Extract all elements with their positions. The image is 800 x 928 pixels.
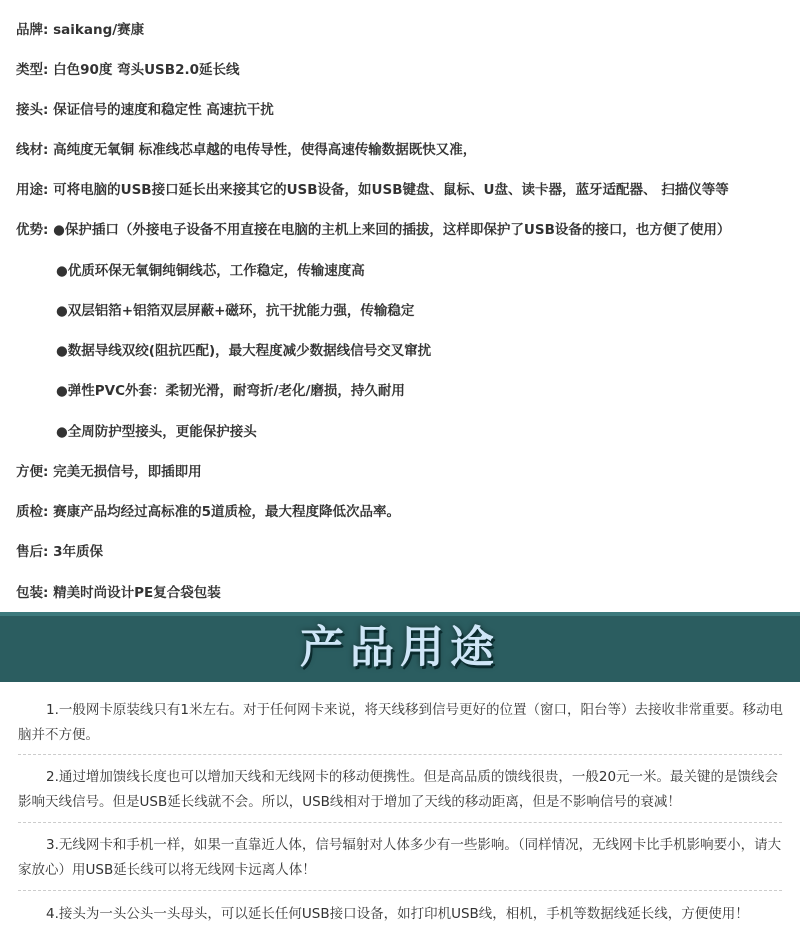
spec-quality bbox=[16, 501, 800, 523]
divider bbox=[18, 890, 782, 891]
spec-value: 赛康产品均经过高标准的5道质检，最大程度降低次品率。 bbox=[53, 504, 401, 520]
section-banner bbox=[0, 612, 800, 682]
advantage-item: ●弹性PVC外套：柔韧光滑，耐弯折/老化/磨损，持久耐用 bbox=[56, 383, 405, 399]
usage-paragraph bbox=[18, 698, 784, 748]
spec-brand bbox=[16, 19, 800, 41]
spec-connector bbox=[16, 99, 800, 121]
spec-value: 3年质保 bbox=[53, 544, 104, 560]
usage-paragraph bbox=[18, 765, 784, 815]
usage-text: 3.无线网卡和手机一样，如果一直靠近人体，信号辐射对人体多少有一些影响。（同样情况，无线网卡比手机影响要小，请大家放心）用USB延长线可以将无线网卡远离人体！ bbox=[18, 837, 782, 878]
spec-label: 接头: bbox=[16, 102, 49, 118]
spec-value: saikang/赛康 bbox=[53, 22, 145, 38]
spec-type bbox=[16, 59, 800, 81]
divider bbox=[18, 754, 782, 755]
spec-usage bbox=[16, 179, 800, 201]
spec-label: 质检: bbox=[16, 504, 49, 520]
spec-label: 品牌: bbox=[16, 22, 49, 38]
spec-label: 方便: bbox=[16, 464, 49, 480]
spec-label: 用途: bbox=[16, 182, 49, 198]
advantage-item: ●双层铝箔+铝箔双层屏蔽+磁环，抗干扰能力强，传输稳定 bbox=[56, 303, 415, 319]
spec-value: 白色90度 弯头USB2.0延长线 bbox=[53, 62, 240, 78]
usage-text: 4.接头为一头公头一头母头，可以延长任何USB接口设备，如打印机USB线，相机，手机等数据线延长线，方便使用！ bbox=[46, 906, 749, 922]
spec-warranty bbox=[16, 541, 800, 563]
spec-value: 可将电脑的USB接口延长出来接其它的USB设备，如USB键盘、鼠标、U盘、读卡器，蓝牙适配器、 扫描仪等等 bbox=[53, 182, 729, 198]
spec-label: 优势: bbox=[16, 222, 49, 238]
spec-convenience bbox=[16, 461, 800, 483]
banner-title: 产品用途 bbox=[300, 622, 500, 673]
spec-value: ●保护插口（外接电子设备不用直接在电脑的主机上来回的插拔，这样即保护了USB设备的接口，也方便了使用） bbox=[53, 222, 731, 238]
usage-paragraph bbox=[18, 902, 784, 927]
spec-cable bbox=[16, 139, 800, 161]
spec-label: 售后: bbox=[16, 544, 49, 560]
spec-value: 高纯度无氧铜 标准线芯卓越的电传导性，使得高速传输数据既快又准， bbox=[53, 142, 477, 158]
advantage-item: ●优质环保无氧铜纯铜线芯，工作稳定，传输速度高 bbox=[56, 263, 365, 279]
spec-value: 完美无损信号，即插即用 bbox=[53, 464, 202, 480]
advantage-item: ●数据导线双绞(阻抗匹配)，最大程度减少数据线信号交叉窜扰 bbox=[56, 343, 432, 359]
spec-packaging bbox=[16, 582, 800, 604]
advantage-item: ●全周防护型接头，更能保护接头 bbox=[56, 424, 257, 440]
usage-paragraph bbox=[18, 833, 784, 883]
spec-label: 类型: bbox=[16, 62, 49, 78]
spec-value: 保证信号的速度和稳定性 高速抗干扰 bbox=[53, 102, 274, 118]
spec-value: 精美时尚设计PE复合袋包装 bbox=[53, 585, 221, 601]
spec-label: 线材: bbox=[16, 142, 49, 158]
divider bbox=[18, 822, 782, 823]
spec-label: 包装: bbox=[16, 585, 49, 601]
usage-section bbox=[0, 682, 800, 928]
usage-text: 2.通过增加馈线长度也可以增加天线和无线网卡的移动便携性。但是高品质的馈线很贵，一般20元一米。最关键的是馈线会影响天线信号。但是USB延长线就不会。所以，USB线相对于增加了天线的移动距离，但是不影响信号的衰减！ bbox=[18, 769, 779, 810]
spec-advantage bbox=[16, 219, 800, 241]
usage-text: 1.一般网卡原装线只有1米左右。对于任何网卡来说，将天线移到信号更好的位置（窗口，阳台等）去接收非常重要。移动电脑并不方便。 bbox=[18, 702, 783, 743]
